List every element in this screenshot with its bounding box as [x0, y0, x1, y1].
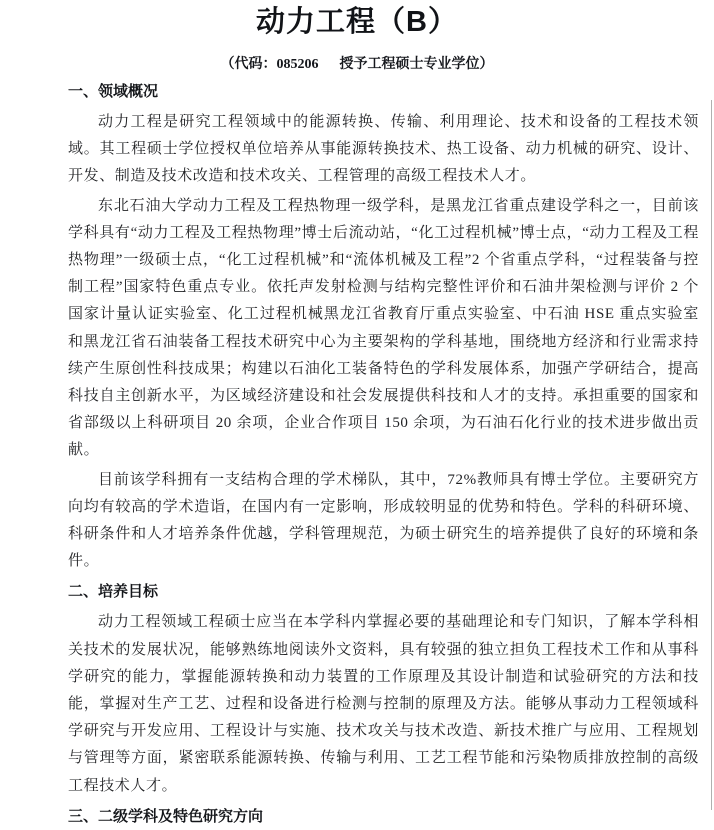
paragraph: 目前该学科拥有一支结构合理的学术梯队，其中，72%教师具有博士学位。主要研究方向均有较高的学术造诣，在国内有一定影响，形成较明显的优势和特色。学科的科研环境、科研条件和人才培养条件优越，学科管理规范，为硕士研究生的培养提供了良好的环境和条件。 — [68, 471, 699, 570]
paragraph: 东北石油大学动力工程及工程热物理一级学科，是黑龙江省重点建设学科之一，目前该学科具有“动力工程及工程热物理”博士后流动站，“化工过程机械”博士点，“动力工程及工程热物理”一级硕士点，“化工过程机械”和“流体机械及工程”2 个省重点学科，“过程装备与控制工程”国家特色重点专业。依托声发射检测与结构完整性评价和石油井架检测与评价 2 个国家计量认证实验室、化工过程机械黑龙江省教育厅重点实验室、中石油 HSE 重点实验室和黑龙江省石油装备工程技术研究中心为主要架构的学科基地，围绕地方经济和行业需求持续产生原创性科技成果；构建以石油化工装备特色的学科发展体系，加强产学研结合，提高科技自主创新水平，为区域经济建设和社会发展提供科技和人才的支持。承担重要的国家和省部级以上科研项目 20 余项，企业合作项目 150 余项，为石油石化行业的技术进步做出贡献。 — [68, 197, 699, 459]
section-heading-1: 一、领域概况 — [68, 83, 159, 100]
paragraph: 动力工程是研究工程领域中的能源转换、传输、利用理论、技术和设备的工程技术领域。其工程硕士学位授权单位培养从事能源转换技术、热工设备、动力机械的研究、设计、开发、制造及技术改造和技术攻关、工程管理的高级工程技术人才。 — [68, 114, 699, 185]
page-subtitle: （代码：085206 授予工程硕士专业学位） — [220, 57, 494, 72]
page-edge-line — [711, 100, 712, 810]
document-header — [0, 0, 714, 75]
document-body — [0, 81, 714, 828]
page-title: 动力工程（B） — [256, 6, 458, 38]
paragraph: 动力工程领域工程硕士应当在本学科内掌握必要的基础理论和专门知识，了解本学科相关技术的发展状况，能够熟练地阅读外文资料，具有较强的独立担负工程技术工作和从事科学研究的能力，掌握能源转换和动力装置的工作原理及其设计制造和试验研究的方法和技能，掌握对生产工艺、过程和设备进行检测与控制的原理及方法。能够从事动力工程领域科学研究与开发应用、工程设计与实施、技术攻关与技术改造、新技术推广与应用、工程规划与管理等方面，紧密联系能源转换、传输与利用、工艺工程节能和污染物质排放控制的高级工程技术人才。 — [68, 614, 699, 794]
section-heading-2: 二、培养目标 — [68, 583, 159, 601]
section-heading-3: 三、二级学科及特色研究方向 — [68, 807, 264, 825]
